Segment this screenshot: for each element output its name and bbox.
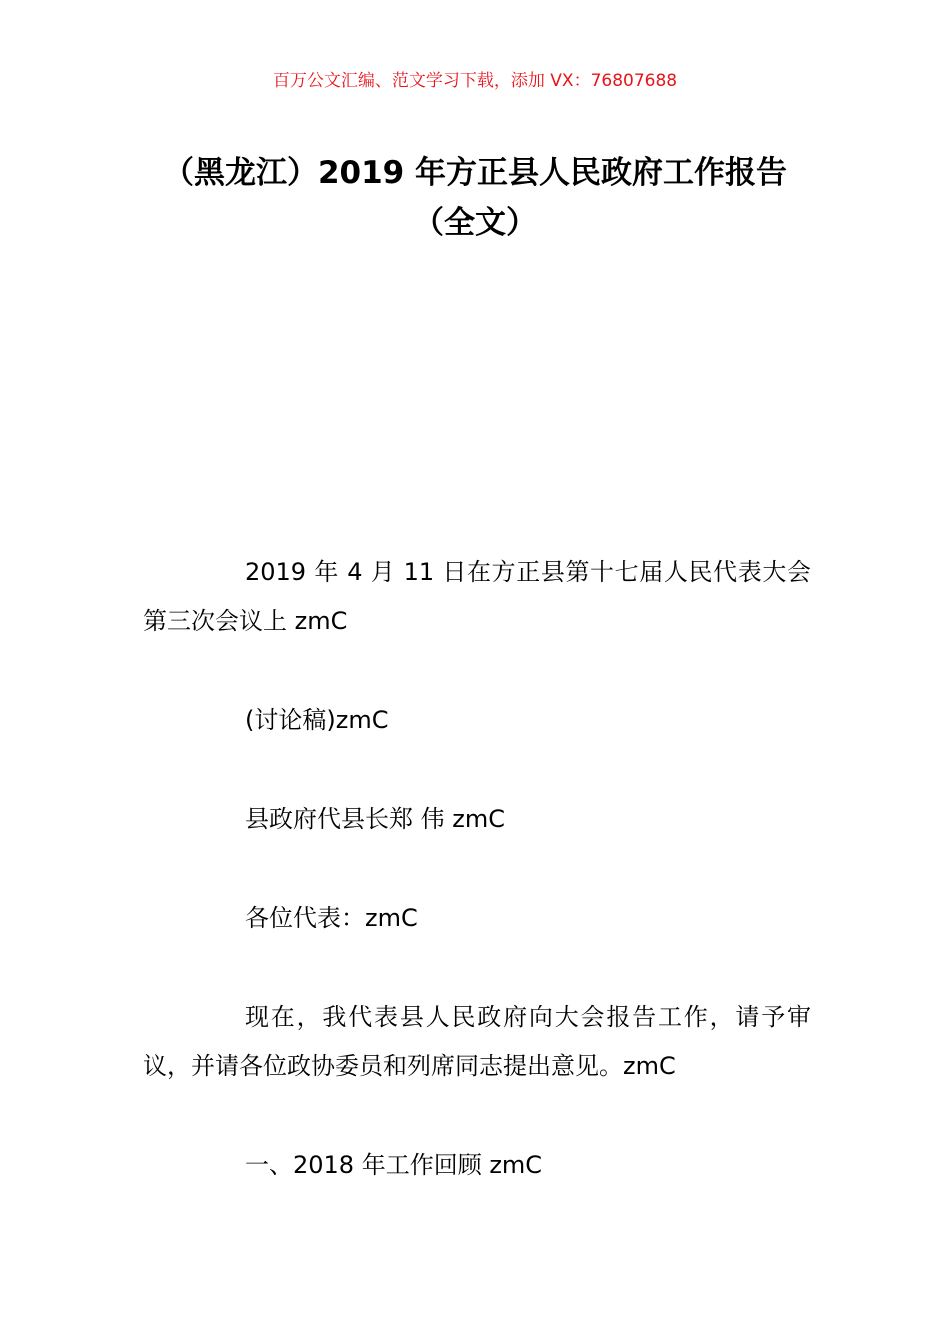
paragraph-salutation: 各位代表：zmC — [245, 904, 418, 932]
section-heading-review: 一、2018 年工作回顾 zmC — [245, 1151, 543, 1179]
document-title: （黑龙江）2019 年方正县人民政府工作报告（全文） — [162, 155, 788, 241]
header-note: 百万公文汇编、范文学习下载，添加 VX：76807688 — [272, 71, 678, 91]
paragraph-opening: 现在，我代表县人民政府向大会报告工作，请予审议，并请各位政协委员和列席同志提出意见。zmC — [143, 1003, 811, 1080]
paragraph-draft-note: (讨论稿)zmC — [245, 706, 389, 734]
document-body — [143, 548, 811, 1240]
paragraph-speaker: 县政府代县长郑 伟 zmC — [245, 805, 505, 833]
paragraph-meeting-info: 2019 年 4 月 11 日在方正县第十七届人民代表大会第三次会议上 zmC — [143, 558, 811, 635]
